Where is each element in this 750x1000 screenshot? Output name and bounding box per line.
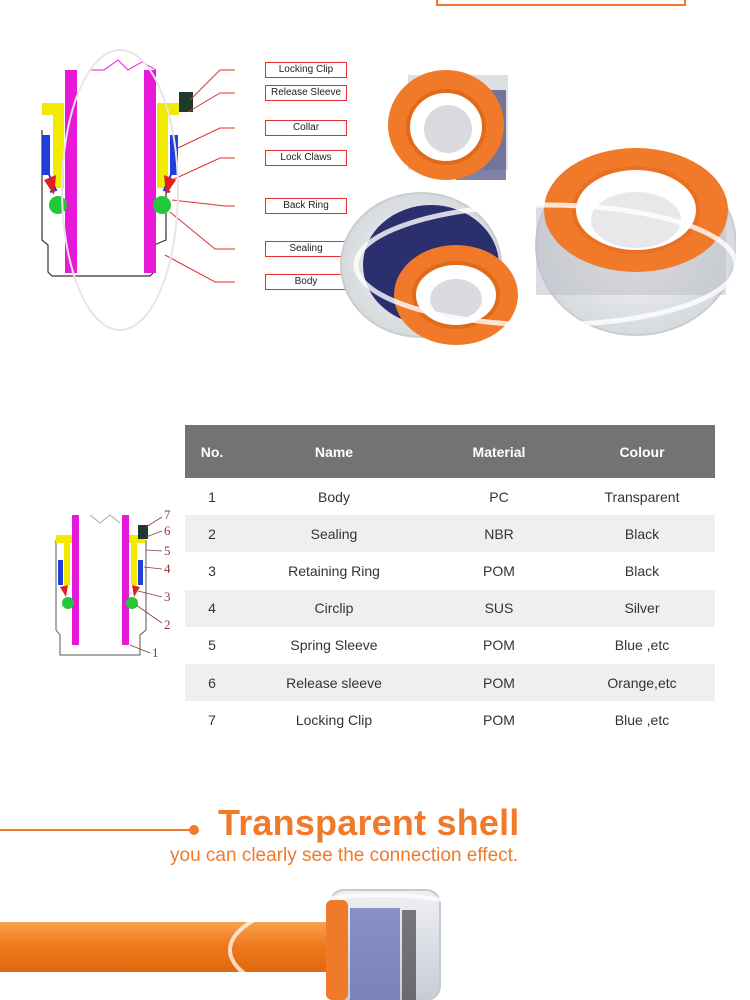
- cell-name: Circlip: [239, 590, 429, 627]
- callout-body: Body: [265, 274, 347, 290]
- section-divider-line: [0, 829, 192, 831]
- section-subtitle: you can clearly see the connection effect.: [170, 845, 519, 866]
- diagram-number-5: 5: [164, 543, 171, 558]
- cell-name: Locking Clip: [295, 711, 373, 728]
- diagram-number-7: 7: [164, 507, 171, 522]
- cell-colour: Black: [569, 515, 715, 552]
- cell-no: 7: [208, 711, 216, 728]
- cell-no: 5: [208, 637, 216, 654]
- cell-material: SUS: [429, 590, 569, 627]
- cell-colour: Blue ,etc: [614, 711, 670, 728]
- cell-no: 3: [208, 562, 216, 579]
- cross-section-diagram: [30, 40, 342, 340]
- callout-sealing: Sealing: [265, 241, 347, 257]
- table-row: [185, 664, 715, 701]
- header-name: Name: [239, 425, 429, 478]
- table-row: [185, 627, 715, 664]
- diagram-number-6: 6: [164, 523, 171, 538]
- spec-table: [185, 425, 715, 738]
- diagram-number-1: 1: [152, 645, 159, 660]
- diagram-number-4: 4: [164, 561, 171, 576]
- cell-colour: Orange,etc: [569, 664, 715, 701]
- cell-material: POM: [483, 562, 515, 579]
- cell-name: Retaining Ring: [288, 562, 380, 579]
- table-header-row: [185, 425, 715, 478]
- cell-material: POM: [483, 711, 515, 728]
- table-row: [185, 478, 715, 515]
- callout-locking-clip: Locking Clip: [265, 62, 347, 78]
- cell-no: 1: [208, 488, 216, 505]
- cell-material: POM: [429, 664, 569, 701]
- cell-material: POM: [483, 637, 515, 654]
- diagram-number-3: 3: [164, 589, 171, 604]
- cell-colour: Blue ,etc: [614, 637, 670, 654]
- table-row: [185, 552, 715, 589]
- cell-colour: Black: [624, 562, 660, 579]
- callout-back-ring: Back Ring: [265, 198, 347, 214]
- cell-name: Release sleeve: [239, 664, 429, 701]
- cell-material: NBR: [429, 515, 569, 552]
- header-colour: Colour: [569, 425, 715, 478]
- callout-release-sleeve: Release Sleeve: [265, 85, 347, 101]
- table-row: [185, 590, 715, 627]
- cell-colour: Silver: [569, 590, 715, 627]
- cell-name: Body: [318, 488, 350, 505]
- cell-name: Sealing: [239, 515, 429, 552]
- cell-no: 4: [185, 590, 239, 627]
- callout-lock-claws: Lock Claws: [265, 150, 347, 166]
- top-frame: [436, 0, 686, 6]
- cell-name: Spring Sleeve: [290, 637, 378, 654]
- product-photo: [336, 55, 736, 355]
- table-row: [185, 701, 715, 738]
- header-no: No.: [185, 425, 239, 478]
- cell-no: 2: [185, 515, 239, 552]
- section-title: Transparent shell: [218, 802, 520, 843]
- header-material: Material: [429, 425, 569, 478]
- pipe-illustration: [0, 880, 750, 1000]
- cell-no: 6: [185, 664, 239, 701]
- numbered-cross-section: [50, 505, 190, 675]
- pipe-connection-photo: [0, 880, 750, 1000]
- cell-material: PC: [489, 488, 509, 505]
- table-row: [185, 515, 715, 552]
- diagram-number-2: 2: [164, 617, 171, 632]
- connectors-illustration: [336, 55, 736, 355]
- section-divider-dot: [189, 825, 199, 835]
- callout-collar: Collar: [265, 120, 347, 136]
- cell-colour: Transparent: [604, 488, 680, 505]
